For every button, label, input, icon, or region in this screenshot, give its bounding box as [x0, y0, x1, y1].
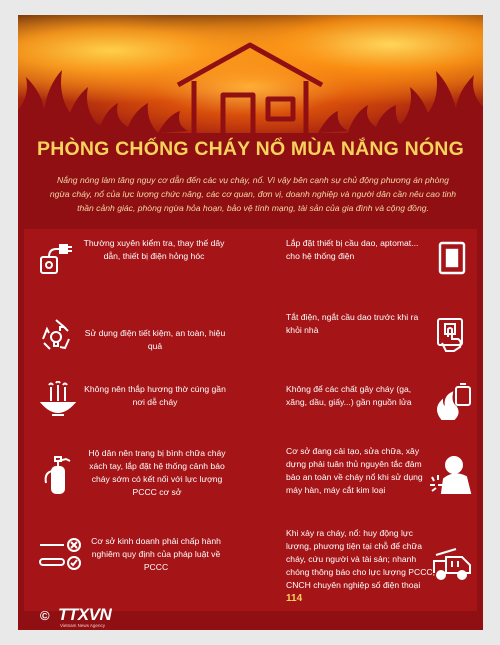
- tip-text: Hộ dân nên trang bị bình chữa cháy xách tay, lắp đặt hệ thống cảnh báo cháy sớm có kết nối với lực lượng PCCC cơ sở: [88, 448, 226, 497]
- extinguisher-icon: [42, 451, 78, 495]
- infographic-poster: [18, 15, 483, 630]
- fire-house-illustration: [18, 15, 483, 133]
- hotline-number: 114: [286, 593, 303, 604]
- tips-panel: [24, 229, 477, 611]
- copyright-symbol: ©: [40, 608, 50, 623]
- tip-text: [286, 527, 436, 605]
- tip-text: Không để các chất gây cháy (ga, xăng, dầu, giấy...) gần nguồn lửa: [286, 384, 412, 407]
- bulb-recycle-icon: [38, 317, 74, 353]
- fire-truck-icon: [432, 547, 474, 581]
- incense-bowl-icon: [38, 381, 78, 421]
- tip-text: Cơ sở đang cải tạo, sửa chữa, xây dựng phải tuân thủ nguyên tắc đảm bảo an toàn về cháy nổ khi sử dụng máy hàn, máy cắt kim loại: [286, 446, 423, 495]
- tip-text: Thường xuyên kiểm tra, thay thế dây dẫn, thiết bị điện hỏng hóc: [83, 238, 225, 261]
- welder-icon: [430, 455, 474, 495]
- poster-title: PHÒNG CHỐNG CHÁY NỔ MÙA NẮNG NÓNG: [37, 138, 464, 160]
- plug-socket-icon: [38, 241, 74, 277]
- logo-wordmark: TTXVN: [58, 605, 112, 624]
- tip-text: Không nên thắp hương thờ cúng gần nơi dễ cháy: [84, 384, 226, 407]
- tip-text: Tắt điện, ngắt cầu dao trước khi ra khỏi nhà: [286, 312, 419, 335]
- tip-text: Sử dụng điện tiết kiệm, an toàn, hiệu quả: [84, 328, 226, 351]
- tip-text-body: Khi xảy ra cháy, nổ: huy động lực lượng, phương tiện tại chỗ để chữa cháy, cứu người và tài sản; nhanh chóng thông báo cho lực lượng PCCC, CNCH chuyên nghiệp số điện thoại: [286, 528, 435, 590]
- checklist-icon: [38, 537, 82, 573]
- tip-text: Cơ sở kinh doanh phải chấp hành nghiêm quy định của pháp luật về PCCC: [91, 536, 221, 572]
- tip-text: Lắp đặt thiết bị cầu dao, aptomat... cho hệ thống điện: [286, 238, 419, 261]
- flame-can-icon: [434, 381, 474, 421]
- hand-switch-icon: [434, 317, 468, 353]
- logo-tagline: Vietnam News Agency: [60, 623, 105, 628]
- switch-icon: [438, 241, 466, 275]
- intro-paragraph: Nắng nóng làm tăng nguy cơ dẫn đến các vụ cháy, nổ. Vì vậy bên cạnh sự chủ động phương án phòng ngừa cháy, nổ của lực lượng chức năng, các cơ quan, đơn vị, doanh nghiệp và người dân cần nêu cao tinh thần cảnh giác, phòng ngừa hỏa hoạn, bảo vệ tính mạng, tài sản của gia đình và cộng đồng.: [49, 175, 457, 213]
